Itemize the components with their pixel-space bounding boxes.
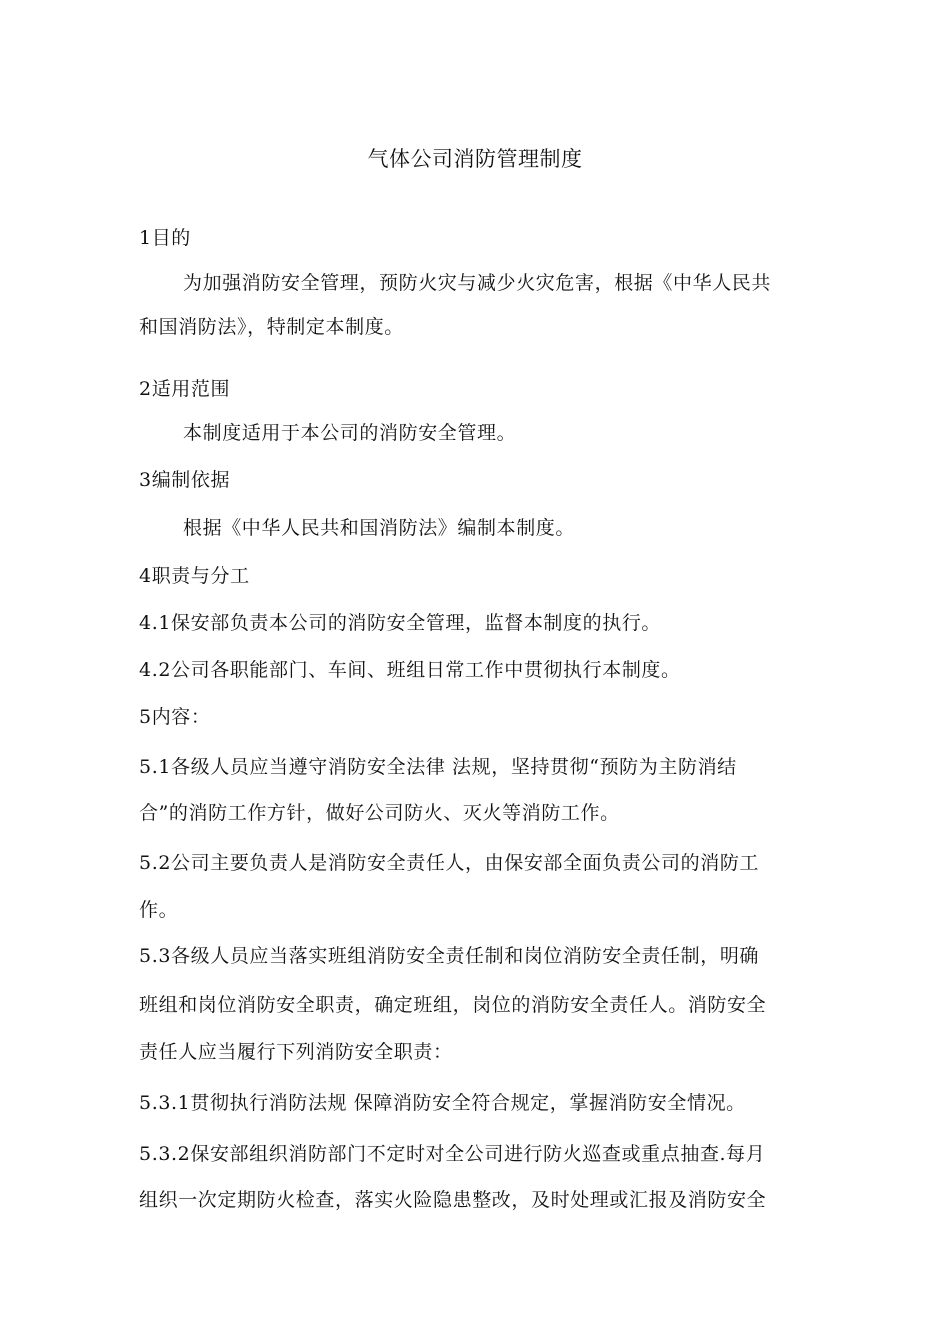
paragraph-line: 4.2公司各职能部门、车间、班组日常工作中贯彻执行本制度。 [139,659,681,681]
section-heading-basis: 3编制依据 [139,469,231,491]
paragraph-line: 组织一次定期防火检查，落实火险隐患整改，及时处理或汇报及消防安全 [139,1189,767,1211]
paragraph-line: 根据《中华人民共和国消防法》编制本制度。 [183,517,576,539]
paragraph-line: 合”的消防工作方针，做好公司防火、灭火等消防工作。 [139,802,620,824]
section-heading-purpose: 1目的 [139,227,191,249]
paragraph-line: 5.3.2保安部组织消防部门不定时对全公司进行防火巡查或重点抽查.每月 [139,1143,766,1165]
paragraph-line: 作。 [139,899,179,921]
section-heading-duties: 4职责与分工 [139,565,250,587]
paragraph-line: 和国消防法》，特制定本制度。 [139,316,404,338]
paragraph-line: 5.1各级人员应当遵守消防安全法律 法规，坚持贯彻“预防为主防消结 [139,756,737,778]
paragraph-line: 责任人应当履行下列消防安全职责： [139,1041,453,1063]
section-heading-content: 5内容： [139,706,211,728]
paragraph-line: 5.3.1贯彻执行消防法规 保障消防安全符合规定，掌握消防安全情况。 [139,1092,746,1114]
document-title: 气体公司消防管理制度 [367,147,583,171]
paragraph-line: 班组和岗位消防安全职责，确定班组，岗位的消防安全责任人。消防安全 [139,994,767,1016]
paragraph-line: 为加强消防安全管理，预防火灾与减少火灾危害，根据《中华人民共 [183,272,772,294]
paragraph-line: 5.3各级人员应当落实班组消防安全责任制和岗位消防安全责任制，明确 [139,945,760,967]
paragraph-line: 5.2公司主要负责人是消防安全责任人，由保安部全面负责公司的消防工 [139,852,760,874]
paragraph-line: 本制度适用于本公司的消防安全管理。 [183,422,517,444]
paragraph-line: 4.1保安部负责本公司的消防安全管理，监督本制度的执行。 [139,612,662,634]
section-heading-scope: 2适用范围 [139,378,231,400]
